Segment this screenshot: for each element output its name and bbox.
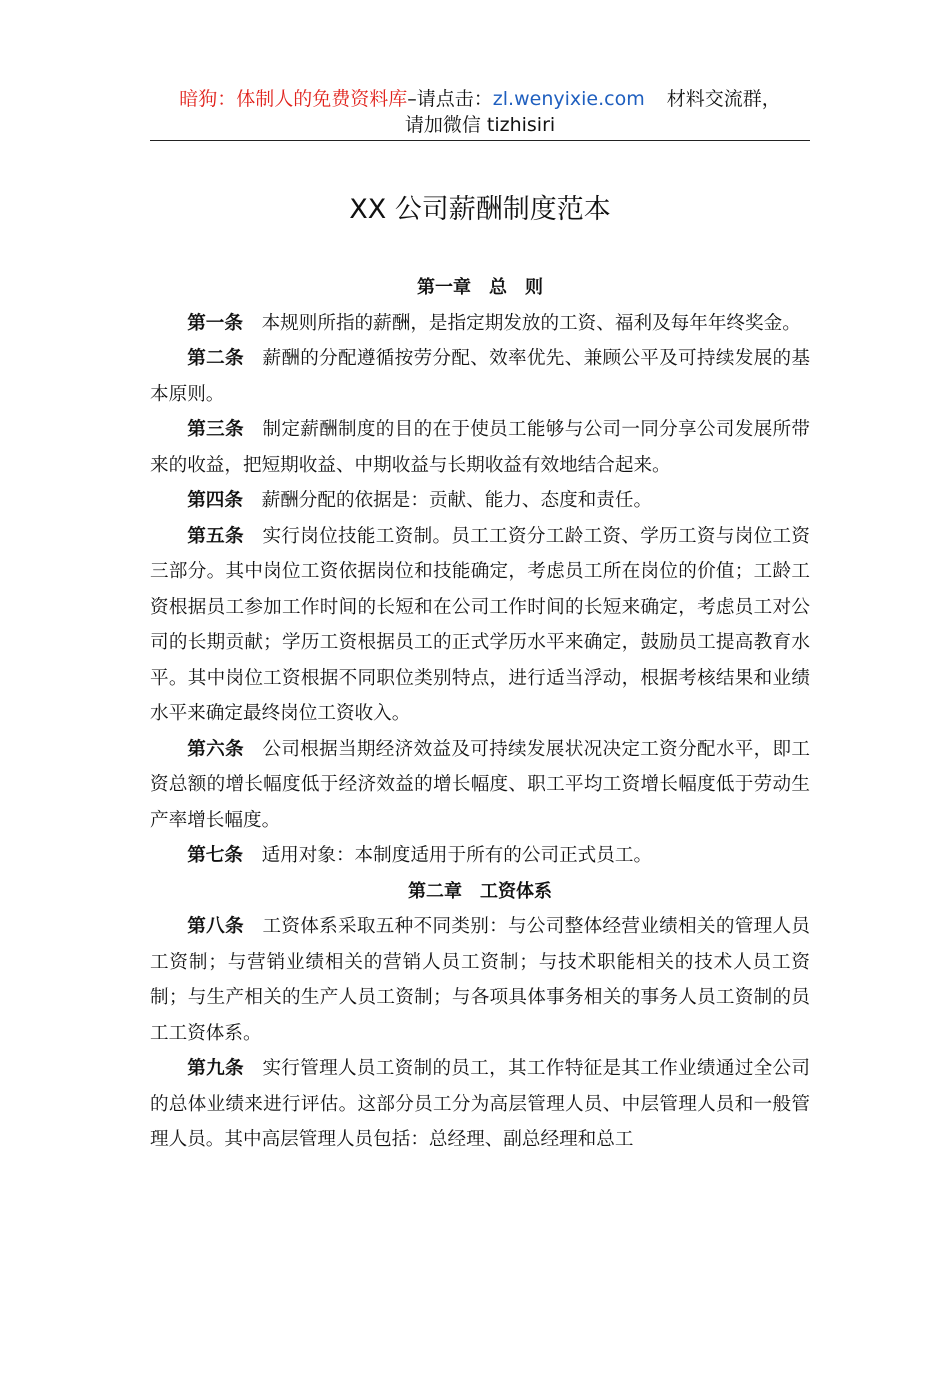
header-link[interactable]: zl.wenyixie.com [492,88,645,110]
article-8 [150,909,810,1051]
header-site-name: 暗狗：体制人的免费资料库 [179,88,408,110]
article-9 [150,1051,810,1158]
article-4 [150,483,810,519]
article-label: 第二条 [187,348,244,369]
header-group-text: 材料交流群， [666,88,781,110]
article-text: 适用对象：本制度适用于所有的公司正式员工。 [261,845,653,866]
article-3 [150,412,810,483]
article-1 [150,306,810,342]
article-5 [150,519,810,732]
header-divider [150,140,810,141]
article-text: 实行管理人员工资制的员工，其工作特征是其工作业绩通过全公司的总体业绩来进行评估。这部分员工分为高层管理人员、中层管理人员和一般管理人员。其中高层管理人员包括：总经理、副总经理和总工 [150,1058,810,1150]
article-text: 制定薪酬制度的目的在于使员工能够与公司一同分享公司发展所带来的收益，把短期收益、中期收益与长期收益有效地结合起来。 [150,419,810,476]
article-label: 第六条 [187,738,244,760]
article-2 [150,341,810,412]
article-text: 公司根据当期经济效益及可持续发展状况决定工资分配水平，即工资总额的增长幅度低于经济效益的增长幅度、职工平均工资增长幅度低于劳动生产率增长幅度。 [150,738,810,831]
header-line-1 [150,86,810,112]
header-prompt: –请点击： [407,88,493,110]
article-7 [150,838,810,874]
article-label: 第四条 [187,490,243,511]
header-line-2: 请加微信 tizhisiri [404,114,556,136]
article-6 [150,732,810,839]
article-label: 第五条 [187,525,244,547]
article-text: 工资体系采取五种不同类别：与公司整体经营业绩相关的管理人员工资制；与营销业绩相关的营销人员工资制；与技术职能相关的技术人员工资制；与生产相关的生产人员工资制；与各项具体事务相关的事务人员工资制的员工工资体系。 [150,916,810,1044]
article-text: 薪酬的分配遵循按劳分配、效率优先、兼顾公平及可持续发展的基本原则。 [150,348,810,405]
article-label: 第九条 [187,1058,244,1079]
chapter-heading: 第二章 工资体系 [408,880,552,902]
article-text: 实行岗位技能工资制。员工工资分工龄工资、学历工资与岗位工资三部分。其中岗位工资依据岗位和技能确定，考虑员工所在岗位的价值；工龄工资根据员工参加工作时间的长短和在公司工作时间的长短来确定，考虑员工对公司的长期贡献；学历工资根据员工的正式学历水平来确定，鼓励员工提高教育水平。其中岗位工资根据不同职位类别特点，进行适当浮动，根据考核结果和业绩水平来确定最终岗位工资收入。 [150,525,810,724]
chapter-heading: 第一章 总 则 [417,277,543,298]
article-label: 第一条 [187,312,243,334]
article-label: 第八条 [187,916,244,937]
article-label: 第三条 [187,419,244,440]
article-label: 第七条 [187,845,243,866]
header-banner [150,86,810,138]
article-text: 本规则所指的薪酬，是指定期发放的工资、福利及每年年终奖金。 [261,312,801,334]
document-body [150,270,810,1158]
article-text: 薪酬分配的依据是：贡献、能力、态度和责任。 [261,490,653,511]
document-title: XX 公司薪酬制度范本 [349,194,611,225]
